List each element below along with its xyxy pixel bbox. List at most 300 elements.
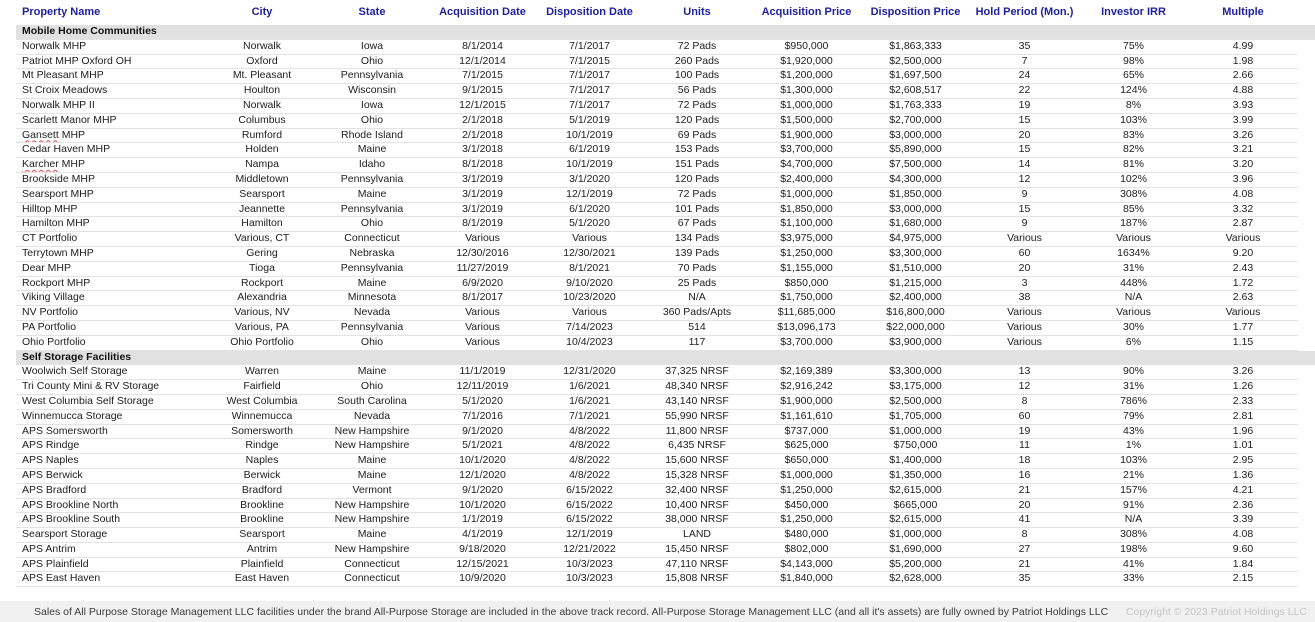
cell-acquisition-price: $3,700.000 <box>752 335 861 350</box>
cell-city: Holden <box>208 143 316 158</box>
cell-disposition-date: 4/8/2022 <box>537 439 642 454</box>
cell-disposition-date: 7/1/2017 <box>537 84 642 99</box>
table-row <box>16 98 1315 113</box>
cell-disposition-price: $665,000 <box>861 498 970 513</box>
cell-disposition-date: 10/3/2023 <box>537 557 642 572</box>
cell-acquisition-date: 12/30/2016 <box>428 246 537 261</box>
cell-units: 260 Pads <box>642 54 752 69</box>
cell-state: Iowa <box>316 39 428 54</box>
cell-acquisition-price: $1,250,000 <box>752 246 861 261</box>
cell-disposition-price: $3,000,000 <box>861 128 970 143</box>
cell-acquisition-price: $1,161,610 <box>752 409 861 424</box>
table-row <box>16 394 1315 409</box>
cell-state: Iowa <box>316 98 428 113</box>
cell-acquisition-date: 10/1/2020 <box>428 498 537 513</box>
cell-acquisition-price: $1,850,000 <box>752 202 861 217</box>
cell-investor-irr: N/A <box>1079 291 1188 306</box>
cell-units: 67 Pads <box>642 217 752 232</box>
cell-disposition-date: 6/15/2022 <box>537 513 642 528</box>
track-record-table <box>16 0 1315 587</box>
cell-disposition-date: 6/1/2020 <box>537 202 642 217</box>
cell-acquisition-price: $950,000 <box>752 39 861 54</box>
cell-property-name: Searsport MHP <box>16 187 208 202</box>
cell-units: 72 Pads <box>642 39 752 54</box>
row-filler <box>1298 365 1315 380</box>
table-row <box>16 513 1315 528</box>
cell-units: 101 Pads <box>642 202 752 217</box>
cell-investor-irr: 308% <box>1079 528 1188 543</box>
cell-disposition-date: 6/1/2019 <box>537 143 642 158</box>
cell-hold-period: 16 <box>970 468 1079 483</box>
table-row <box>16 454 1315 469</box>
copyright-text: Copyright © 2023 Patriot Holdings LLC <box>1125 605 1307 618</box>
cell-hold-period: 21 <box>970 557 1079 572</box>
cell-disposition-price: $1,863,333 <box>861 39 970 54</box>
table-row <box>16 306 1315 321</box>
cell-investor-irr: 157% <box>1079 483 1188 498</box>
cell-city: Searsport <box>208 528 316 543</box>
cell-property-name: Karcher MHP <box>16 158 208 173</box>
cell-investor-irr: 85% <box>1079 202 1188 217</box>
cell-acquisition-price: $1,100,000 <box>752 217 861 232</box>
cell-units: 72 Pads <box>642 98 752 113</box>
cell-multiple: 3.39 <box>1188 513 1298 528</box>
cell-property-name: Cedar Haven MHP <box>16 143 208 158</box>
cell-disposition-price: $2,400,000 <box>861 291 970 306</box>
cell-disposition-date: 10/23/2020 <box>537 291 642 306</box>
cell-state: Pennsylvania <box>316 320 428 335</box>
cell-disposition-date: 6/15/2022 <box>537 498 642 513</box>
cell-disposition-price: $1,705,000 <box>861 409 970 424</box>
cell-acquisition-date: 3/1/2018 <box>428 143 537 158</box>
cell-investor-irr: Various <box>1079 232 1188 247</box>
cell-city: Various, PA <box>208 320 316 335</box>
cell-multiple: 2.43 <box>1188 261 1298 276</box>
cell-state: Pennsylvania <box>316 69 428 84</box>
cell-city: Berwick <box>208 468 316 483</box>
cell-city: Tioga <box>208 261 316 276</box>
column-header-disposition-date: Disposition Date <box>546 6 633 18</box>
cell-acquisition-date: 6/9/2020 <box>428 276 537 291</box>
cell-investor-irr: 6% <box>1079 335 1188 350</box>
cell-property-name: St Croix Meadows <box>16 84 208 99</box>
cell-multiple: 1.72 <box>1188 276 1298 291</box>
cell-disposition-date: 12/31/2020 <box>537 365 642 380</box>
cell-disposition-price: $7,500,000 <box>861 158 970 173</box>
cell-property-name: APS Naples <box>16 454 208 469</box>
row-filler <box>1298 143 1315 158</box>
cell-units: 37,325 NRSF <box>642 365 752 380</box>
cell-acquisition-date: 7/1/2016 <box>428 409 537 424</box>
cell-acquisition-price: $802,000 <box>752 542 861 557</box>
cell-acquisition-date: 9/1/2020 <box>428 483 537 498</box>
cell-city: Norwalk <box>208 98 316 113</box>
cell-hold-period: 13 <box>970 365 1079 380</box>
table-row <box>16 54 1315 69</box>
column-header-acquisition-date: Acquisition Date <box>439 6 526 18</box>
cell-multiple: 3.21 <box>1188 143 1298 158</box>
row-filler <box>1298 158 1315 173</box>
cell-acquisition-date: 2/1/2018 <box>428 128 537 143</box>
cell-multiple: 2.36 <box>1188 498 1298 513</box>
cell-city: Rumford <box>208 128 316 143</box>
misspelled-word: Karcher <box>22 158 59 171</box>
cell-hold-period: 14 <box>970 158 1079 173</box>
cell-multiple: 4.08 <box>1188 187 1298 202</box>
cell-state: Maine <box>316 468 428 483</box>
cell-hold-period: 9 <box>970 187 1079 202</box>
cell-hold-period: 20 <box>970 261 1079 276</box>
cell-acquisition-date: 9/18/2020 <box>428 542 537 557</box>
cell-multiple: 1.98 <box>1188 54 1298 69</box>
cell-city: Antrim <box>208 542 316 557</box>
cell-hold-period: 27 <box>970 542 1079 557</box>
cell-disposition-price: $5,890,000 <box>861 143 970 158</box>
cell-disposition-price: $1,763,333 <box>861 98 970 113</box>
cell-property-name: Norwalk MHP II <box>16 98 208 113</box>
cell-units: LAND <box>642 528 752 543</box>
cell-state: Pennsylvania <box>316 172 428 187</box>
cell-hold-period: Various <box>970 232 1079 247</box>
cell-disposition-price: $2,615,000 <box>861 483 970 498</box>
cell-acquisition-price: $650,000 <box>752 454 861 469</box>
cell-disposition-price: $1,697,500 <box>861 69 970 84</box>
cell-city: Rindge <box>208 439 316 454</box>
cell-hold-period: Various <box>970 335 1079 350</box>
cell-property-name: Norwalk MHP <box>16 39 208 54</box>
row-filler <box>1298 276 1315 291</box>
cell-state: Ohio <box>316 113 428 128</box>
cell-hold-period: 3 <box>970 276 1079 291</box>
cell-units: 514 <box>642 320 752 335</box>
cell-property-name: APS Somersworth <box>16 424 208 439</box>
row-filler <box>1298 572 1315 587</box>
row-filler <box>1298 483 1315 498</box>
cell-disposition-price: $3,175,000 <box>861 380 970 395</box>
cell-property-name: Viking Village <box>16 291 208 306</box>
cell-property-name: Rockport MHP <box>16 276 208 291</box>
cell-acquisition-price: $1,300,000 <box>752 84 861 99</box>
cell-hold-period: 15 <box>970 113 1079 128</box>
cell-property-name: West Columbia Self Storage <box>16 394 208 409</box>
cell-investor-irr: N/A <box>1079 513 1188 528</box>
cell-investor-irr: 43% <box>1079 424 1188 439</box>
cell-acquisition-price: $2,400,000 <box>752 172 861 187</box>
cell-state: New Hampshire <box>316 439 428 454</box>
cell-units: 117 <box>642 335 752 350</box>
cell-acquisition-date: 8/1/2019 <box>428 217 537 232</box>
cell-acquisition-price: $1,840,000 <box>752 572 861 587</box>
cell-disposition-date: 7/1/2017 <box>537 98 642 113</box>
cell-acquisition-price: $737,000 <box>752 424 861 439</box>
cell-multiple: 9.60 <box>1188 542 1298 557</box>
table-row <box>16 335 1315 350</box>
column-header-city: City <box>251 6 273 18</box>
cell-multiple: Various <box>1188 306 1298 321</box>
table-row <box>16 468 1315 483</box>
table-row <box>16 128 1315 143</box>
cell-acquisition-date: 12/15/2021 <box>428 557 537 572</box>
cell-acquisition-date: Various <box>428 232 537 247</box>
cell-acquisition-price: $1,000,000 <box>752 187 861 202</box>
cell-disposition-price: $4,975,000 <box>861 232 970 247</box>
cell-hold-period: 11 <box>970 439 1079 454</box>
cell-investor-irr: 83% <box>1079 128 1188 143</box>
cell-disposition-price: $3,900,000 <box>861 335 970 350</box>
cell-investor-irr: 30% <box>1079 320 1188 335</box>
cell-state: Ohio <box>316 380 428 395</box>
cell-disposition-date: 5/1/2019 <box>537 113 642 128</box>
cell-multiple: 1.96 <box>1188 424 1298 439</box>
cell-multiple: 2.33 <box>1188 394 1298 409</box>
cell-units: 11,800 NRSF <box>642 424 752 439</box>
column-header-units: Units <box>683 6 711 18</box>
cell-state: Minnesota <box>316 291 428 306</box>
cell-multiple: 1.26 <box>1188 380 1298 395</box>
cell-disposition-date: 7/1/2017 <box>537 39 642 54</box>
cell-acquisition-price: $1,155,000 <box>752 261 861 276</box>
cell-acquisition-price: $1,200,000 <box>752 69 861 84</box>
cell-units: 120 Pads <box>642 113 752 128</box>
cell-units: 70 Pads <box>642 261 752 276</box>
table-row <box>16 39 1315 54</box>
cell-units: 69 Pads <box>642 128 752 143</box>
row-filler <box>1298 468 1315 483</box>
cell-multiple: 1.15 <box>1188 335 1298 350</box>
cell-state: Idaho <box>316 158 428 173</box>
cell-disposition-price: $1,400,000 <box>861 454 970 469</box>
cell-acquisition-date: 12/11/2019 <box>428 380 537 395</box>
cell-acquisition-price: $3,975,000 <box>752 232 861 247</box>
cell-city: Searsport <box>208 187 316 202</box>
cell-investor-irr: 198% <box>1079 542 1188 557</box>
cell-units: 100 Pads <box>642 69 752 84</box>
cell-investor-irr: 124% <box>1079 84 1188 99</box>
row-filler <box>1298 172 1315 187</box>
cell-property-name: Gansett MHP <box>16 128 208 143</box>
column-header-investor-irr: Investor IRR <box>1101 6 1166 18</box>
cell-city: Fairfield <box>208 380 316 395</box>
row-filler <box>1298 306 1315 321</box>
cell-city: Gering <box>208 246 316 261</box>
cell-property-name: APS Antrim <box>16 542 208 557</box>
cell-units: 72 Pads <box>642 187 752 202</box>
cell-property-name: APS Brookline North <box>16 498 208 513</box>
cell-multiple: 2.81 <box>1188 409 1298 424</box>
cell-property-name: Hilltop MHP <box>16 202 208 217</box>
cell-multiple: 4.99 <box>1188 39 1298 54</box>
cell-investor-irr: 31% <box>1079 380 1188 395</box>
cell-multiple: 2.66 <box>1188 69 1298 84</box>
table-row <box>16 217 1315 232</box>
table-row <box>16 291 1315 306</box>
cell-investor-irr: 41% <box>1079 557 1188 572</box>
table-row <box>16 172 1315 187</box>
cell-disposition-price: $2,500,000 <box>861 394 970 409</box>
cell-disposition-date: 10/3/2023 <box>537 572 642 587</box>
section-header-row <box>16 25 1315 39</box>
row-filler <box>1298 113 1315 128</box>
cell-acquisition-date: 9/1/2020 <box>428 424 537 439</box>
cell-property-name: Brookside MHP <box>16 172 208 187</box>
cell-property-name: PA Portfolio <box>16 320 208 335</box>
row-filler <box>1298 84 1315 99</box>
cell-state: Rhode Island <box>316 128 428 143</box>
row-filler <box>1298 39 1315 54</box>
cell-multiple: 3.26 <box>1188 365 1298 380</box>
cell-multiple: 9.20 <box>1188 246 1298 261</box>
cell-multiple: 4.88 <box>1188 84 1298 99</box>
cell-property-name: APS East Haven <box>16 572 208 587</box>
table-row <box>16 187 1315 202</box>
cell-state: Connecticut <box>316 572 428 587</box>
cell-city: Rockport <box>208 276 316 291</box>
cell-disposition-date: 5/1/2020 <box>537 217 642 232</box>
cell-property-name: Woolwich Self Storage <box>16 365 208 380</box>
cell-disposition-price: $750,000 <box>861 439 970 454</box>
cell-city: Various, NV <box>208 306 316 321</box>
cell-investor-irr: 79% <box>1079 409 1188 424</box>
cell-disposition-price: $3,000,000 <box>861 202 970 217</box>
cell-investor-irr: 21% <box>1079 468 1188 483</box>
cell-state: Maine <box>316 528 428 543</box>
cell-acquisition-date: 7/1/2015 <box>428 69 537 84</box>
table-row <box>16 276 1315 291</box>
cell-units: 15,808 NRSF <box>642 572 752 587</box>
cell-disposition-date: 7/1/2015 <box>537 54 642 69</box>
cell-acquisition-date: 3/1/2019 <box>428 187 537 202</box>
cell-state: Maine <box>316 276 428 291</box>
cell-city: Bradford <box>208 483 316 498</box>
row-filler <box>1298 498 1315 513</box>
cell-city: Ohio Portfolio <box>208 335 316 350</box>
cell-units: 15,600 NRSF <box>642 454 752 469</box>
cell-property-name: APS Rindge <box>16 439 208 454</box>
cell-property-name: Tri County Mini & RV Storage <box>16 380 208 395</box>
cell-disposition-date: 4/8/2022 <box>537 468 642 483</box>
cell-disposition-price: $16,800,000 <box>861 306 970 321</box>
cell-disposition-price: $1,000,000 <box>861 528 970 543</box>
cell-units: 120 Pads <box>642 172 752 187</box>
cell-units: 55,990 NRSF <box>642 409 752 424</box>
cell-multiple: 1.01 <box>1188 439 1298 454</box>
cell-disposition-date: 8/1/2021 <box>537 261 642 276</box>
cell-investor-irr: 102% <box>1079 172 1188 187</box>
column-header-property-name: Property Name <box>22 6 101 18</box>
cell-investor-irr: 81% <box>1079 158 1188 173</box>
cell-multiple: 3.32 <box>1188 202 1298 217</box>
table-row <box>16 572 1315 587</box>
cell-hold-period: 20 <box>970 128 1079 143</box>
cell-investor-irr: 65% <box>1079 69 1188 84</box>
cell-disposition-date: 10/1/2019 <box>537 158 642 173</box>
cell-units: 48,340 NRSF <box>642 380 752 395</box>
cell-state: Wisconsin <box>316 84 428 99</box>
cell-hold-period: Various <box>970 306 1079 321</box>
header-filler <box>1298 0 1315 25</box>
cell-units: 153 Pads <box>642 143 752 158</box>
cell-acquisition-date: 3/1/2019 <box>428 202 537 217</box>
cell-investor-irr: 8% <box>1079 98 1188 113</box>
cell-acquisition-date: Various <box>428 320 537 335</box>
cell-acquisition-date: 11/1/2019 <box>428 365 537 380</box>
cell-disposition-price: $1,680,000 <box>861 217 970 232</box>
row-filler <box>1298 380 1315 395</box>
cell-acquisition-date: 1/1/2019 <box>428 513 537 528</box>
cell-hold-period: 18 <box>970 454 1079 469</box>
cell-city: Norwalk <box>208 39 316 54</box>
cell-disposition-price: $2,628,000 <box>861 572 970 587</box>
table-row <box>16 365 1315 380</box>
cell-state: Nevada <box>316 409 428 424</box>
cell-disposition-price: $1,510,000 <box>861 261 970 276</box>
cell-hold-period: 7 <box>970 54 1079 69</box>
cell-property-name: APS Bradford <box>16 483 208 498</box>
cell-investor-irr: 103% <box>1079 113 1188 128</box>
cell-acquisition-date: 5/1/2021 <box>428 439 537 454</box>
cell-city: East Haven <box>208 572 316 587</box>
cell-city: Brookline <box>208 498 316 513</box>
table-row <box>16 113 1315 128</box>
cell-disposition-date: 7/1/2017 <box>537 69 642 84</box>
cell-acquisition-price: $4,143,000 <box>752 557 861 572</box>
table-row <box>16 439 1315 454</box>
table-row <box>16 557 1315 572</box>
cell-hold-period: 24 <box>970 69 1079 84</box>
cell-state: Vermont <box>316 483 428 498</box>
cell-hold-period: 8 <box>970 528 1079 543</box>
cell-units: 32,400 NRSF <box>642 483 752 498</box>
cell-investor-irr: Various <box>1079 306 1188 321</box>
cell-units: 47,110 NRSF <box>642 557 752 572</box>
row-filler <box>1298 528 1315 543</box>
cell-multiple: 2.87 <box>1188 217 1298 232</box>
cell-hold-period: 15 <box>970 202 1079 217</box>
cell-acquisition-price: $1,750,000 <box>752 291 861 306</box>
cell-acquisition-date: 8/1/2014 <box>428 39 537 54</box>
row-filler <box>1298 202 1315 217</box>
cell-city: Plainfield <box>208 557 316 572</box>
cell-hold-period: 35 <box>970 572 1079 587</box>
cell-hold-period: 60 <box>970 409 1079 424</box>
cell-acquisition-price: $3,700,000 <box>752 143 861 158</box>
cell-state: South Carolina <box>316 394 428 409</box>
cell-acquisition-date: 8/1/2017 <box>428 291 537 306</box>
column-header-acquisition-price: Acquisition Price <box>761 6 852 18</box>
row-filler <box>1298 557 1315 572</box>
cell-state: Pennsylvania <box>316 261 428 276</box>
cell-units: 6,435 NRSF <box>642 439 752 454</box>
cell-units: 38,000 NRSF <box>642 513 752 528</box>
cell-investor-irr: 98% <box>1079 54 1188 69</box>
row-filler <box>1298 439 1315 454</box>
cell-property-name: APS Berwick <box>16 468 208 483</box>
row-filler <box>1298 232 1315 247</box>
cell-multiple: 4.08 <box>1188 528 1298 543</box>
cell-state: New Hampshire <box>316 513 428 528</box>
cell-disposition-price: $1,350,000 <box>861 468 970 483</box>
cell-investor-irr: 91% <box>1079 498 1188 513</box>
cell-hold-period: 8 <box>970 394 1079 409</box>
row-filler <box>1298 54 1315 69</box>
table-row <box>16 409 1315 424</box>
table-row <box>16 261 1315 276</box>
cell-disposition-price: $1,690,000 <box>861 542 970 557</box>
cell-acquisition-date: 2/1/2018 <box>428 113 537 128</box>
cell-acquisition-date: 12/1/2020 <box>428 468 537 483</box>
cell-hold-period: 21 <box>970 483 1079 498</box>
cell-city: Winnemucca <box>208 409 316 424</box>
